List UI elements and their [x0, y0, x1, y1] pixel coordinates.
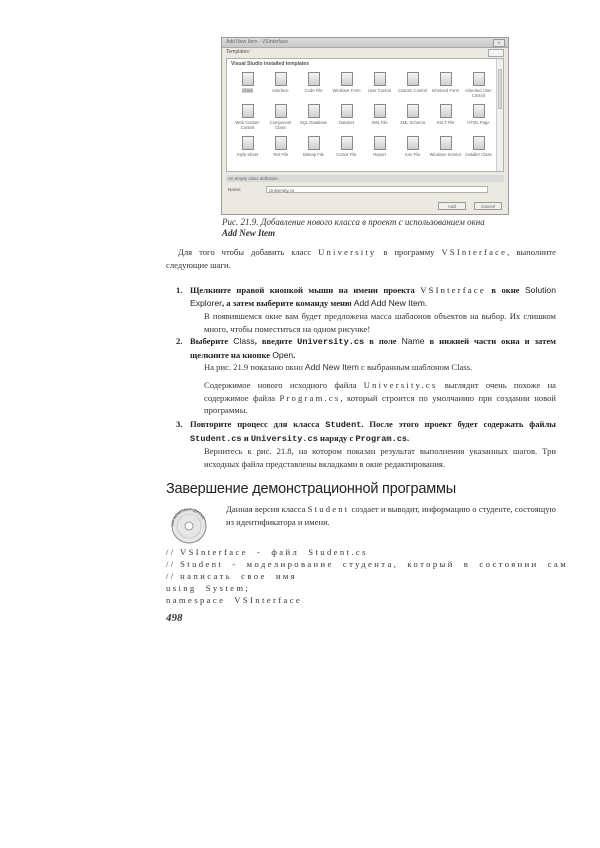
report-icon [374, 136, 386, 150]
database-icon [308, 104, 320, 118]
figure-caption [222, 217, 562, 239]
name-input: University.cs [266, 186, 488, 193]
code-listing [166, 546, 568, 606]
inherited-form-icon [440, 72, 452, 86]
windows-form-icon [341, 72, 353, 86]
template-web-custom-control: Web Custom Control [231, 101, 264, 133]
template-cursor-file: Cursor File [330, 133, 363, 165]
section-heading: Завершение демонстрационной программы [166, 481, 457, 497]
note-text: выглядит очень похоже на содержимое файла [204, 380, 556, 403]
template-xml-file: XML File [363, 101, 396, 133]
dialog-title: Add New Item - VSInterface [226, 39, 288, 45]
template-sql-database: SQL Database [297, 101, 330, 133]
class-name: University [318, 247, 377, 257]
template-text-file: Text File [264, 133, 297, 165]
template-xslt-file: XSLT File [429, 101, 462, 133]
template-dataset: DataSet [330, 101, 363, 133]
code-file-icon [308, 72, 320, 86]
step-text: . [407, 432, 410, 443]
templates-group-header: Visual Studio installed templates [231, 61, 309, 67]
step-number: 2. [176, 336, 183, 346]
note-text: , который строится по умолчанию при создании новой программы. [204, 392, 557, 415]
template-name: Class [233, 336, 255, 346]
template-interface: Interface [264, 69, 297, 101]
template-custom-control: Custom Control [396, 69, 429, 101]
step-text: наряду с [317, 432, 356, 443]
templates-row [222, 48, 508, 57]
caption-text: Рис. 21.9. Добавление нового класса в проект с использованием окна [222, 217, 485, 227]
file-name: University.cs [250, 433, 318, 444]
file-name: University.cs [297, 337, 365, 347]
add-new-item-dialog-screenshot [221, 37, 509, 215]
xslt-file-icon [440, 104, 452, 118]
step-2 [176, 335, 556, 361]
cd-badge-text: НА КОМПАКТ-ДИСКЕ [169, 506, 207, 527]
step-3 [176, 418, 556, 445]
html-page-icon [473, 104, 485, 118]
template-description: An empty class definition [226, 175, 504, 182]
step-text: в нижней части окна и затем щелкните на кнопке [190, 336, 556, 360]
cancel-button: Cancel [474, 202, 502, 210]
web-custom-control-icon [242, 104, 254, 118]
caption-window-name: Add New Item [222, 228, 275, 238]
step-text: , введите [254, 336, 298, 346]
note-text: с выбранным шаблоном Class. [358, 362, 473, 372]
template-component-class: Component Class [264, 101, 297, 133]
view-mode-icon [488, 49, 504, 57]
note-text: На рис. 21.9 показано окно [204, 362, 305, 372]
class-name: Student [307, 504, 350, 514]
interface-file-icon [275, 72, 287, 86]
template-user-control: User Control [363, 69, 396, 101]
windows-service-icon [440, 136, 452, 150]
step-text: . После этого проект будет содержать файлы [361, 419, 556, 429]
window-name: Add New Item [304, 362, 359, 372]
templates-label: Templates: [226, 49, 251, 55]
field-name: Name [401, 336, 425, 346]
step-text: Выберите [190, 336, 234, 346]
add-button: Add [438, 202, 466, 210]
file-name: Student.cs [190, 433, 242, 444]
cd-disc-icon [166, 502, 212, 548]
template-html-page: HTML Page [462, 101, 495, 133]
step-1 [176, 284, 556, 309]
templates-grid [227, 69, 503, 165]
template-code-file: Code File [297, 69, 330, 101]
class-file-icon [242, 72, 254, 86]
step-text: Повторите процесс для класса [190, 419, 326, 429]
step-text: в поле [364, 336, 402, 346]
dataset-icon [341, 104, 353, 118]
code-line: // Student - моделирование студента, который в состоянии сам [166, 559, 569, 569]
template-report: Report [363, 133, 396, 165]
style-sheet-icon [242, 136, 254, 150]
custom-control-icon [407, 72, 419, 86]
template-icon-file: Icon File [396, 133, 429, 165]
step-text: и [241, 432, 251, 443]
section-paragraph [226, 503, 556, 528]
code-line: using System; [166, 583, 251, 593]
close-icon: X [493, 39, 505, 47]
template-style-sheet: Style Sheet [231, 133, 264, 165]
window-name: Solution Explorer [190, 285, 556, 308]
xml-file-icon [374, 104, 386, 118]
dialog-title-bar [222, 38, 508, 48]
step-text: в окне [485, 285, 525, 295]
step-number: 3. [176, 419, 183, 429]
code-line: // VSInterface - файл Student.cs [166, 547, 368, 557]
template-windows-form: Windows Form [330, 69, 363, 101]
template-inherited-form: Inherited Form [429, 69, 462, 101]
step-text: Щелкните правой кнопкой мыши на имени проекта [190, 285, 421, 295]
intro-paragraph [166, 246, 556, 271]
step-1-note: В появившемся окне вам будет предложена масса шаблонов объектов на выбор. Их слишком много, чтобы поместиться на одном рисунке! [204, 311, 556, 334]
component-class-icon [275, 104, 287, 118]
button-name: Open [272, 349, 294, 360]
file-name: University.cs [363, 380, 438, 390]
step-text: , а затем выберите команду меню [222, 297, 354, 308]
step-text: . [293, 349, 296, 360]
note-text: Содержимое нового исходного файла [204, 380, 364, 390]
code-line: namespace VSInterface [166, 595, 303, 605]
name-row [226, 186, 504, 194]
templates-scrollbar [496, 59, 503, 171]
paragraph-text: Данная версия класса [226, 504, 308, 514]
step-3-note: Вернитесь к рис. 21.8, на котором показан результат выполнения указанных шагов. Три исходных файла представлены вкладками в окне редактирования. [204, 446, 556, 469]
name-label: Name: [228, 187, 242, 192]
scrollbar-thumb [498, 69, 502, 109]
intro-text: в программу [376, 247, 442, 257]
code-line: // написать свое имя [166, 571, 298, 581]
installer-class-icon [473, 136, 485, 150]
template-inherited-user-control: Inherited User Control [462, 69, 495, 101]
template-xml-schema: XML Schema [396, 101, 429, 133]
xml-schema-icon [407, 104, 419, 118]
menu-command: Add Add New Item. [353, 297, 428, 308]
cursor-file-icon [341, 136, 353, 150]
program-name: VSInterface [441, 247, 508, 257]
step-2-note-2 [204, 379, 556, 417]
project-name: VSInterface [420, 285, 486, 295]
inherited-user-control-icon [473, 72, 485, 86]
template-bitmap-file: Bitmap File [297, 133, 330, 165]
page-number: 498 [166, 612, 183, 624]
file-name: Program.cs [279, 392, 341, 403]
templates-list [226, 58, 504, 172]
class-name: Student [325, 420, 362, 430]
user-control-icon [374, 72, 386, 86]
step-number: 1. [176, 285, 183, 295]
template-windows-service: Windows Service [429, 133, 462, 165]
intro-text: , выполните следующие шаги. [166, 247, 556, 270]
text-file-icon [275, 136, 287, 150]
intro-text: Для того чтобы добавить класс [178, 247, 319, 257]
template-installer-class: Installer Class [462, 133, 495, 165]
paragraph-text: создает и выводит, информацию о студенте, состоящую из идентификатора и имени. [226, 504, 556, 527]
file-name: Program.cs [355, 433, 408, 444]
bitmap-file-icon [308, 136, 320, 150]
icon-file-icon [407, 136, 419, 150]
template-class: Class [231, 69, 264, 101]
step-2-note-1 [204, 361, 556, 374]
